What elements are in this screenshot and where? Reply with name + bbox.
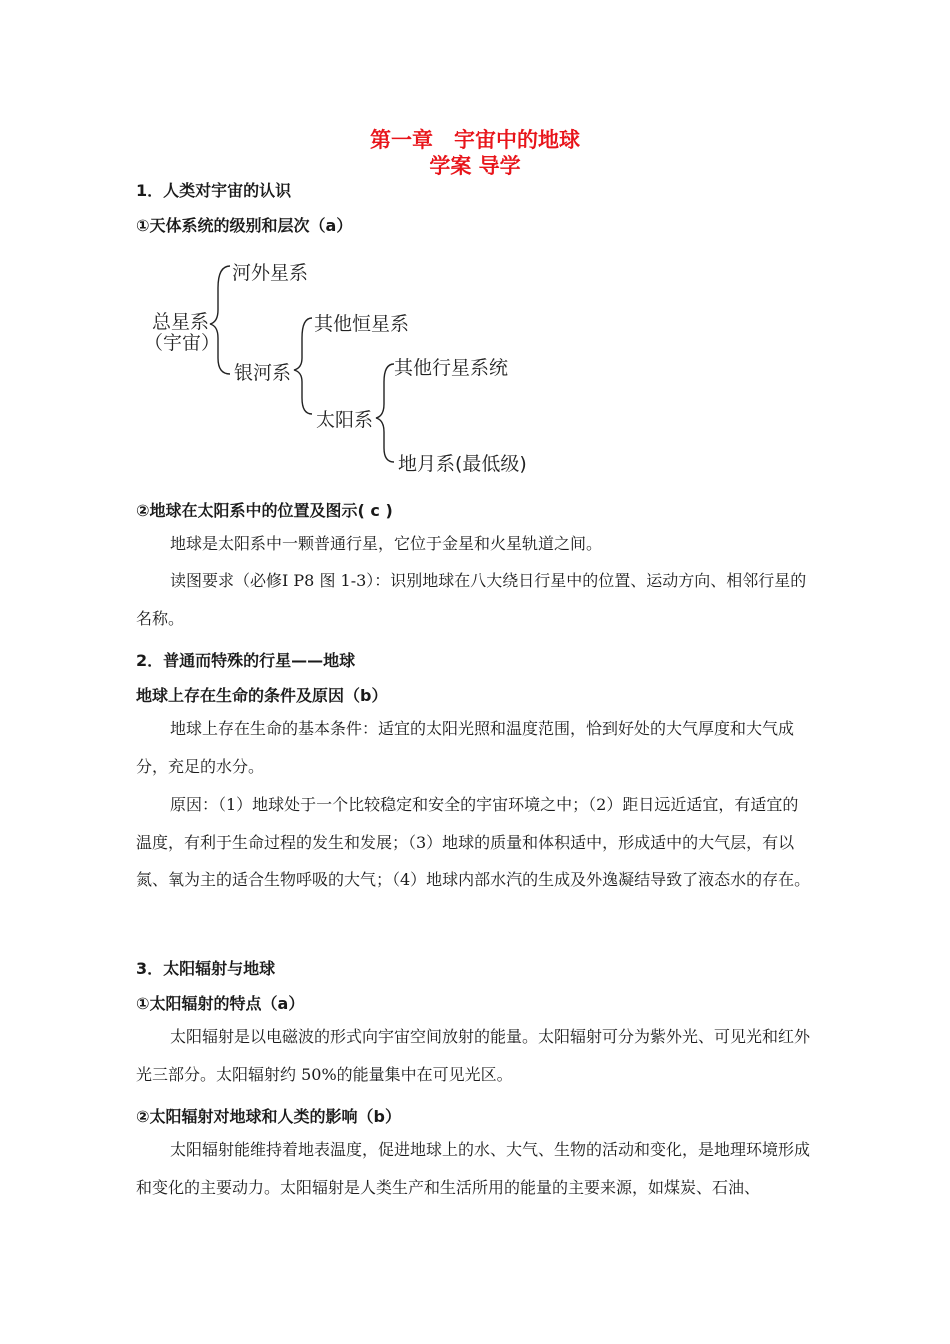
section1-para2: 读图要求（必修Ⅰ P8 图 1-3）：识别地球在八大绕日行星中的位置、运动方向、相邻行星的名称。 [136, 571, 807, 628]
section3-para1: 太阳辐射是以电磁波的形式向宇宙空间放射的能量。太阳辐射可分为紫外光、可见光和红外光三部分。太阳辐射约 50%的能量集中在可见光区。 [136, 1027, 811, 1084]
section2-para2: 原因：（1）地球处于一个比较稳定和安全的宇宙环境之中；（2）距日远近适宜，有适宜的温度，有利于生命过程的发生和发展；（3）地球的质量和体积适中，形成适中的大气层，有以氮、氧为主的适合生物呼吸的大气；（4）地球内部水汽的生成及外逸凝结导致了液态水的存在。 [136, 795, 811, 889]
node-extragalactic: 河外星系 [232, 262, 309, 284]
section2-sub1: 地球上存在生命的条件及原因（b） [136, 686, 388, 705]
section1-sub1: ①天体系统的级别和层次（a） [136, 216, 353, 235]
node-milky-way: 银河系 [234, 362, 292, 384]
node-earth-moon: 地月系(最低级) [398, 453, 527, 475]
brace-root [210, 266, 230, 374]
celestial-hierarchy-diagram [140, 248, 560, 480]
node-root-line2: （宇宙） [144, 332, 221, 354]
section1-sub2: ②地球在太阳系中的位置及图示( c ) [136, 501, 393, 520]
node-solar-system: 太阳系 [316, 409, 374, 431]
section3-para2: 太阳辐射能维持着地表温度，促进地球上的水、大气、生物的活动和变化，是地理环境形成和变化的主要动力。太阳辐射是人类生产和生活所用的能量的主要来源，如煤炭、石油、 [136, 1140, 811, 1197]
section1-heading: 1．人类对宇宙的认识 [136, 181, 292, 200]
section2-heading: 2．普通而特殊的行星——地球 [136, 651, 356, 670]
section1-para1: 地球是太阳系中一颗普通行星，它位于金星和火星轨道之间。 [170, 534, 603, 553]
chapter-title: 第一章 宇宙中的地球 [370, 128, 580, 152]
chapter-subtitle: 学案 导学 [429, 154, 521, 178]
node-other-star-systems: 其他恒星系 [314, 313, 410, 335]
section2-para1: 地球上存在生命的基本条件：适宜的太阳光照和温度范围，恰到好处的大气厚度和大气成分，充足的水分。 [136, 719, 795, 776]
node-root-line1: 总星系 [152, 311, 210, 333]
brace-solar-system [376, 364, 394, 462]
section3-sub1: ①太阳辐射的特点（a） [136, 994, 305, 1013]
node-other-planet-systems: 其他行星系统 [394, 357, 509, 379]
brace-milky-way [294, 318, 312, 414]
section3-sub2: ②太阳辐射对地球和人类的影响（b） [136, 1107, 402, 1126]
section3-heading: 3．太阳辐射与地球 [136, 959, 276, 978]
